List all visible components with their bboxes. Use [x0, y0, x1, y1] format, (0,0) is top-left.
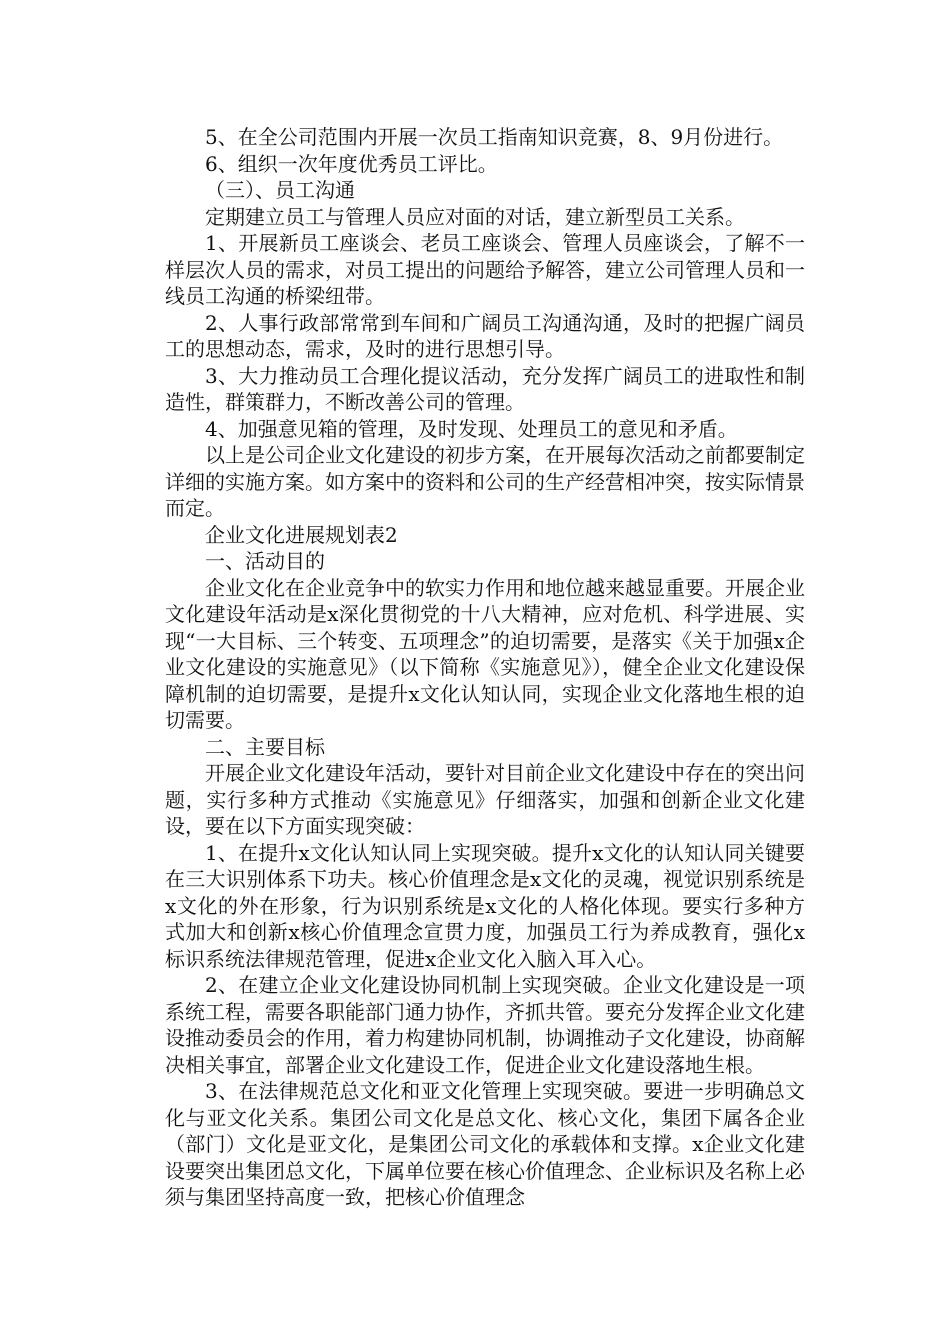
document-body	[165, 124, 805, 1211]
section-heading: 一、活动目的	[205, 549, 325, 573]
document-subtitle: 企业文化进展规划表2	[205, 522, 398, 547]
paragraph: 1、开展新员工座谈会、老员工座谈会、管理人员座谈会，了解不一样层次人员的需求，对员工提出的问题给予解答，建立公司管理人员和一线员工沟通的桥梁纽带。	[165, 231, 805, 308]
paragraph: 开展企业文化建设年活动，要针对目前企业文化建设中存在的突出问题，实行多种方式推动《实施意见》仔细落实，加强和创新企业文化建设，要在以下方面实现突破：	[165, 761, 805, 838]
paragraph: 3、大力推动员工合理化提议活动，充分发挥广阔员工的进取性和制造性，群策群力，不断改善公司的管理。	[165, 363, 805, 414]
section-heading: （三）、员工沟通	[205, 178, 355, 202]
paragraph: 以上是公司企业文化建设的初步方案，在开展每次活动之前都要制定详细的实施方案。如方案中的资料和公司的生产经营相冲突，按实际情景而定。	[165, 443, 805, 520]
paragraph: 定期建立员工与管理人员应对面的对话，建立新型员工关系。	[205, 204, 745, 229]
paragraph: 企业文化在企业竞争中的软实力作用和地位越来越显重要。开展企业文化建设年活动是x深化贯彻党的十八大精神，应对危机、科学进展、实现“一大目标、三个转变、五项理念”的迫切需要，是落实《关于加强x企业文化建设的实施意见》（以下简称《实施意见》），健全企业文化建设保障机制的迫切需要，是提升x文化认知认同，实现企业文化落地生根的迫切需要。	[165, 575, 805, 732]
paragraph: 5、在全公司范围内开展一次员工指南知识竞赛，8、9月份进行。	[205, 125, 784, 149]
paragraph: 3、在法律规范总文化和亚文化管理上实现突破。要进一步明确总文化与亚文化关系。集团公司文化是总文化、核心文化，集团下属各企业（部门）文化是亚文化，是集团公司文化的承载体和支撑。x企业文化建设要突出集团总文化，下属单位要在核心价值理念、企业标识及名称上必须与集团坚持高度一致，把核心价值理念	[165, 1079, 805, 1209]
paragraph: 4、加强意见箱的管理，及时发现、处理员工的意见和矛盾。	[205, 416, 738, 441]
paragraph: 1、在提升x文化认知认同上实现突破。提升x文化的认知认同关键要在三大识别体系下功夫。核心价值理念是x文化的灵魂，视觉识别系统是x文化的外在形象，行为识别系统是x文化的人格化体现。要实行多种方式加大和创新x核心价值理念宣贯力度，加强员工行为养成教育，强化x标识系统法律规范管理，促进x企业文化入脑入耳入心。	[165, 840, 805, 971]
paragraph: 2、在建立企业文化建设协同机制上实现突破。企业文化建设是一项系统工程，需要各职能部门通力协作，齐抓共管。要充分发挥企业文化建设推动委员会的作用，着力构建协同机制，协调推动子文化建设，协商解决相关事宜，部署企业文化建设工作，促进企业文化建设落地生根。	[165, 973, 805, 1077]
section-heading: 二、主要目标	[205, 734, 325, 759]
paragraph: 2、人事行政部常常到车间和广阔员工沟通沟通，及时的把握广阔员工的思想动态，需求，及时的进行思想引导。	[165, 310, 805, 361]
paragraph: 6、组织一次年度优秀员工评比。	[205, 151, 498, 176]
